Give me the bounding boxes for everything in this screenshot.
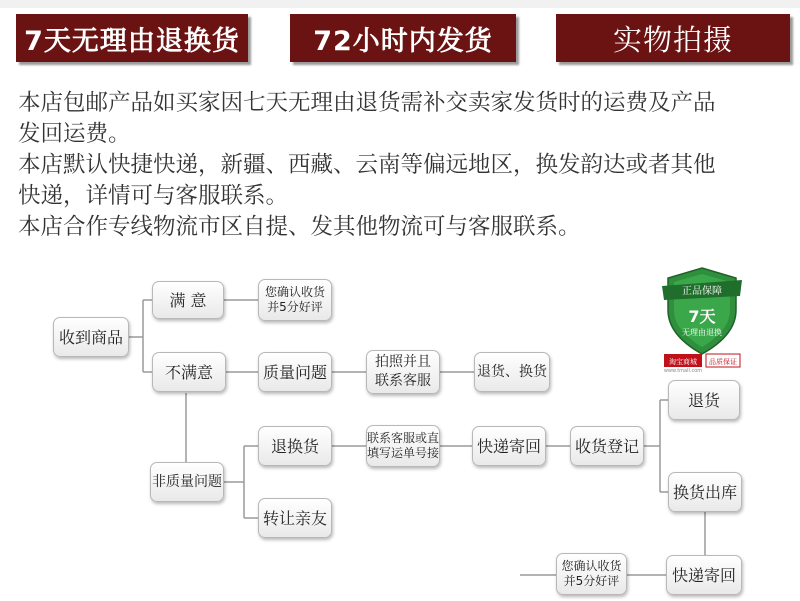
node-contact-fill-line1: 联系客服或直 — [367, 431, 440, 445]
taobao-logo-text: 淘宝商城 — [669, 358, 697, 366]
node-contact-fill-line2: 填写运单号接 — [367, 446, 440, 460]
quality-seal-text: 品质保证 — [709, 358, 737, 366]
banner-shipping-label: 72小时内发货 — [313, 25, 493, 57]
banner-returns-label: 7天无理由退换货 — [24, 25, 240, 57]
badge-caption-text: 无理由退换 — [682, 328, 722, 337]
badge-ribbon-text: 正品保障 — [682, 286, 722, 297]
node-confirm-bottom-line2: 并5分好评 — [563, 574, 620, 588]
node-unsatisfied — [152, 352, 226, 392]
node-exchange-out — [668, 472, 742, 512]
node-exchange-return-label: 退换货 — [270, 436, 319, 456]
node-receipt-register — [570, 426, 644, 466]
node-non-quality — [150, 462, 224, 502]
node-courier-back-label: 快递寄回 — [671, 565, 736, 585]
policy-line-5: 本店合作专线物流市区自提、发其他物流可与客服联系。 — [18, 214, 581, 240]
node-return-exchange-label: 退货、换货 — [477, 363, 547, 380]
node-confirm-top-line2: 并5分好评 — [267, 300, 323, 314]
node-photo-contact-line1: 拍照并且 — [375, 354, 431, 370]
node-transfer-friend-label: 转让亲友 — [262, 508, 327, 528]
node-transfer-friend — [258, 498, 332, 538]
node-satisfied-label: 满 意 — [169, 290, 207, 310]
node-refund-label: 退货 — [687, 390, 720, 410]
quality-guarantee-badge — [660, 264, 744, 374]
node-received-goods — [53, 317, 129, 357]
node-exchange-return — [258, 426, 332, 466]
node-courier-send — [472, 426, 546, 466]
node-confirm-receipt-top — [258, 279, 332, 321]
node-refund — [668, 380, 740, 420]
node-receipt-register-label: 收货登记 — [574, 436, 639, 456]
node-contact-fill-waybill — [366, 425, 440, 467]
node-quality-issue-label: 质量问题 — [262, 362, 327, 382]
node-confirm-top-line1: 您确认收货 — [264, 285, 325, 299]
node-courier-send-label: 快递寄回 — [476, 436, 541, 456]
node-photo-contact — [366, 350, 440, 394]
policy-line-1: 本店包邮产品如买家因七天无理由退货需补交卖家发货时的运费及产品 — [18, 90, 716, 116]
node-non-quality-label: 非质量问题 — [152, 473, 222, 490]
node-unsatisfied-label: 不满意 — [164, 362, 213, 382]
node-return-exchange — [474, 352, 550, 392]
badge-days-text: 7天 — [688, 307, 716, 326]
node-confirm-receipt-bottom — [556, 553, 627, 595]
node-photo-contact-line2: 联系客服 — [375, 373, 431, 389]
node-received-goods-label: 收到商品 — [58, 327, 123, 347]
banner-photos-label: 实物拍摄 — [612, 22, 733, 57]
node-exchange-out-label: 换货出库 — [672, 482, 737, 502]
policy-line-2: 发回运费。 — [18, 121, 131, 147]
node-confirm-bottom-line1: 您确认收货 — [561, 559, 622, 573]
badge-url-text: www.tmall.com — [663, 368, 703, 374]
policy-line-3: 本店默认快捷快递，新疆、西藏、云南等偏远地区，换发韵达或者其他 — [18, 152, 716, 178]
node-satisfied — [152, 281, 224, 319]
policy-line-4: 快递，详情可与客服联系。 — [18, 183, 289, 209]
node-courier-back — [666, 555, 742, 595]
node-quality-issue — [258, 352, 332, 392]
